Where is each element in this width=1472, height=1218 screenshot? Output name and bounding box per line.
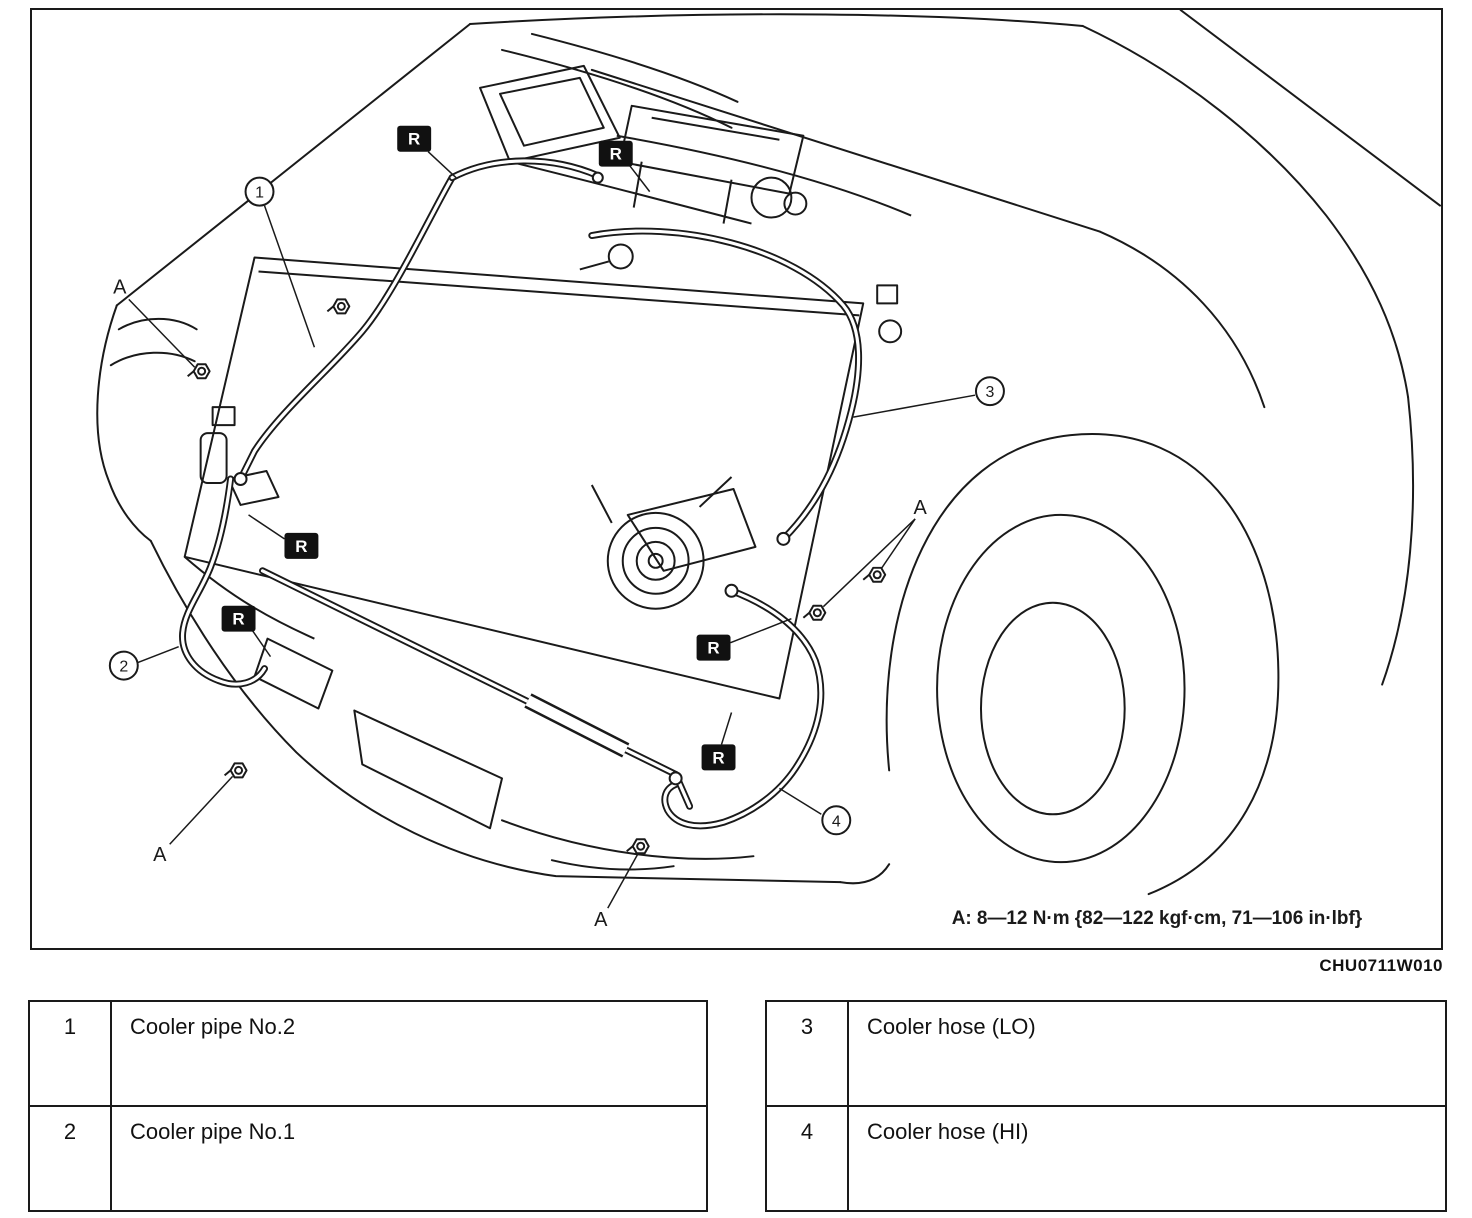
bolt-label-a-1: A xyxy=(113,276,127,299)
legend-item-label: Cooler hose (LO) xyxy=(867,1014,1036,1039)
legend-table-right xyxy=(765,1000,1447,1212)
svg-text:R: R xyxy=(295,536,308,556)
legend-row-2 xyxy=(30,1107,706,1210)
figure-code: CHU0711W010 xyxy=(1319,956,1443,975)
svg-text:R: R xyxy=(232,609,245,629)
diagram-frame xyxy=(30,8,1443,950)
callout-2 xyxy=(110,652,138,680)
legend-item-label: Cooler pipe No.2 xyxy=(130,1014,296,1039)
bolt-label-a-3: A xyxy=(153,844,167,867)
callout-3 xyxy=(976,377,1004,405)
svg-text:R: R xyxy=(609,144,622,164)
legend-row-3 xyxy=(767,1002,1445,1107)
svg-text:2: 2 xyxy=(119,658,129,676)
callout-4 xyxy=(822,806,850,834)
legend-item-number: 3 xyxy=(767,1002,849,1105)
r-marker-1 xyxy=(397,126,431,152)
callout-1 xyxy=(246,178,274,206)
torque-note: A: 8—12 N·m {82—122 kgf·cm, 71—106 in·lbf} xyxy=(951,908,1363,930)
svg-text:1: 1 xyxy=(255,184,264,202)
svg-text:3: 3 xyxy=(985,384,995,402)
svg-text:R: R xyxy=(712,748,725,768)
legend-item-label: Cooler hose (HI) xyxy=(867,1119,1029,1144)
cooler-hose-lo xyxy=(592,231,859,539)
leader-lines xyxy=(129,152,975,908)
radiator-condenser xyxy=(185,257,864,698)
bolt-label-a-2: A xyxy=(913,496,927,519)
cooler-hose-hi xyxy=(665,591,821,826)
mounting-bolts xyxy=(188,299,886,853)
engine-bay-diagram xyxy=(32,10,1441,948)
legend-table-left xyxy=(28,1000,708,1212)
car-body-outline xyxy=(97,10,1440,894)
receiver-drier xyxy=(201,407,279,505)
windshield-cowl xyxy=(480,66,911,342)
legend-item-number: 2 xyxy=(30,1107,112,1210)
legend-item-number: 4 xyxy=(767,1107,849,1210)
legend-row-1 xyxy=(30,1002,706,1107)
svg-text:4: 4 xyxy=(831,813,841,831)
r-marker-6 xyxy=(702,744,736,770)
svg-text:R: R xyxy=(408,129,421,149)
cooler-pipe-no2 xyxy=(241,161,598,479)
r-marker-5 xyxy=(697,635,731,661)
r-marker-4 xyxy=(222,606,256,632)
legend-item-label: Cooler pipe No.1 xyxy=(130,1119,296,1144)
r-marker-3 xyxy=(284,533,318,559)
legend-row-4 xyxy=(767,1107,1445,1210)
r-marker-2 xyxy=(599,141,633,167)
legend-item-number: 1 xyxy=(30,1002,112,1105)
svg-text:R: R xyxy=(707,638,720,658)
bolt-label-a-4: A xyxy=(594,909,608,932)
